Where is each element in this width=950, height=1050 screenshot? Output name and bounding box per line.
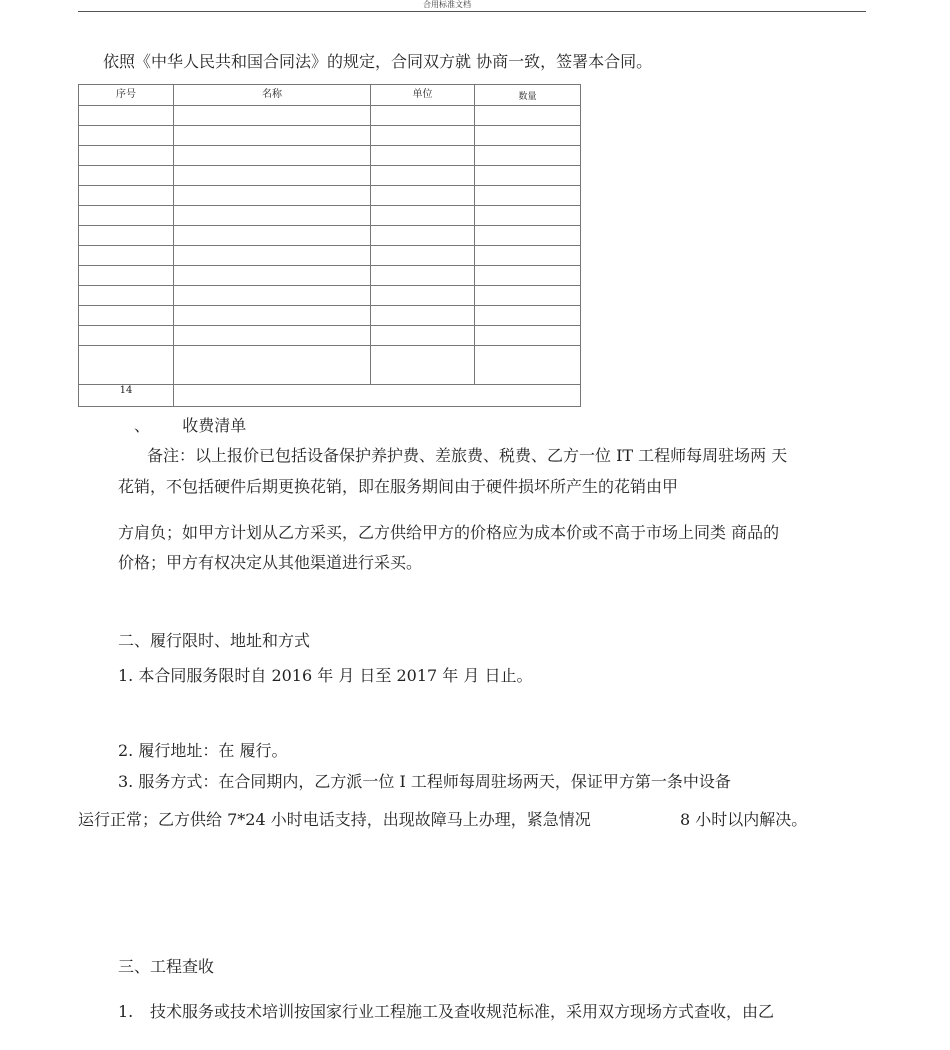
note-line-2: 花销，不包括硬件后期更换花销，即在服务期间由于硬件损坏所产生的花销由甲 xyxy=(118,477,679,496)
column-header-unit: 单位 xyxy=(371,85,475,106)
note-line-1: 备注：以上报价已包括设备保护养护费、差旅费、税费、乙方一位 IT 工程师每周驻场两 天 xyxy=(147,446,788,465)
section-2-title: 二、履行限时、地址和方式 xyxy=(118,631,311,650)
column-header-name: 名称 xyxy=(174,85,371,106)
table-row xyxy=(79,246,581,266)
table-row xyxy=(79,166,581,186)
table-row xyxy=(79,346,581,385)
note-line-4: 价格；甲方有权决定从其他渠道进行采买。 xyxy=(118,553,423,572)
fee-heading-title: 收费清单 xyxy=(182,416,247,435)
section-3-title: 三、工程查收 xyxy=(118,957,215,976)
column-header-quantity: 数量 xyxy=(475,85,581,106)
intro-paragraph: 依照《中华人民共和国合同法》的规定，合同双方就 协商一致，签署本合同。 xyxy=(103,52,653,71)
table-row xyxy=(79,146,581,166)
table-row xyxy=(79,226,581,246)
table-row xyxy=(79,306,581,326)
header-title: 合用标准文档 xyxy=(423,0,471,9)
table-row xyxy=(79,266,581,286)
section-2-item-2: 2. 履行地址：在 履行。 xyxy=(118,741,288,760)
section-2-item-3-line-2a: 运行正常；乙方供给 7*24 小时电话支持，出现故障马上办理，紧急情况 xyxy=(78,810,591,829)
table-row xyxy=(79,126,581,146)
table-row xyxy=(79,286,581,306)
fee-heading-mark: 、 xyxy=(134,416,151,435)
table-header-row xyxy=(79,85,581,106)
fee-heading xyxy=(134,416,246,436)
table-row xyxy=(79,326,581,346)
note-line-3: 方肩负；如甲方计划从乙方采买，乙方供给甲方的价格应为成本价或不高于市场上同类 商品的 xyxy=(118,523,780,542)
table-row xyxy=(79,106,581,126)
goods-table xyxy=(78,84,581,407)
table-row-last xyxy=(79,385,581,407)
section-2-item-3-line-1: 3. 服务方式：在合同期内，乙方派一位 I 工程师每周驻场两天，保证甲方第一条中设备 xyxy=(118,772,731,791)
section-3-item-1-number: 1. xyxy=(118,1002,134,1021)
section-2-item-1: 1. 本合同服务限时自 2016 年 月 日至 2017 年 月 日止。 xyxy=(118,666,533,685)
table-row xyxy=(79,186,581,206)
column-header-index: 序号 xyxy=(79,85,174,106)
table-row xyxy=(79,206,581,226)
section-3-item-1-text: 技术服务或技术培训按国家行业工程施工及查收规范标准，采用双方现场方式查收，由乙 xyxy=(150,1002,775,1021)
last-row-number: 14 xyxy=(79,385,174,407)
section-2-item-3-line-2b: 8 小时以内解决。 xyxy=(680,810,808,829)
page-header xyxy=(78,0,866,12)
